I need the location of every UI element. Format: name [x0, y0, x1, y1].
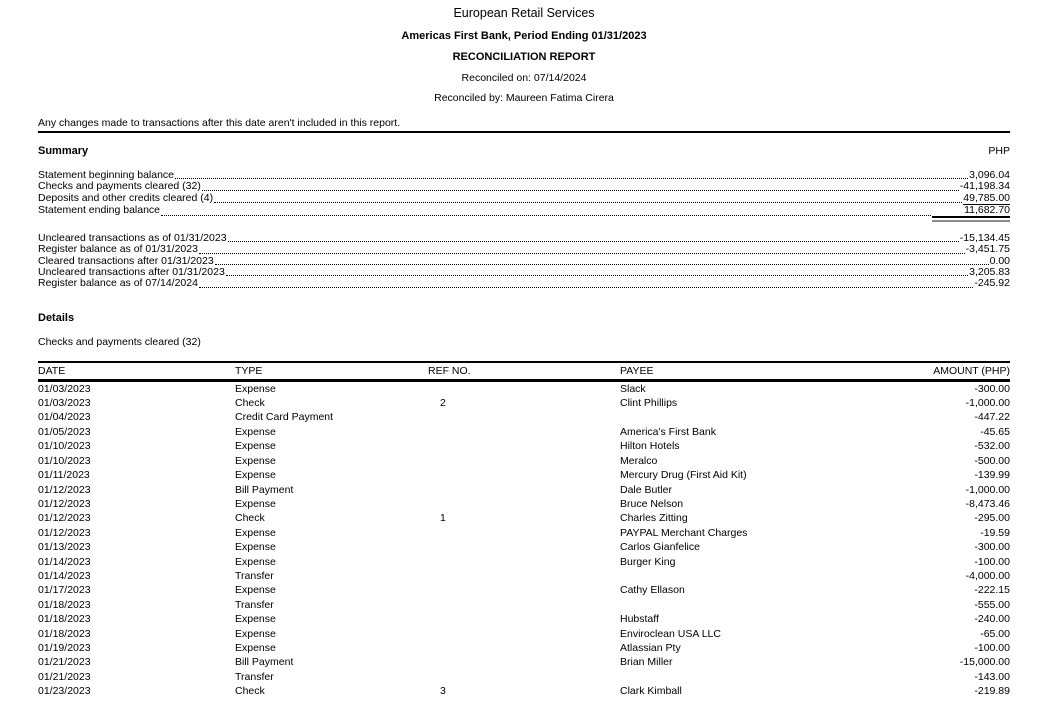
cell-ref — [428, 410, 620, 424]
cell-payee: Cathy Ellason — [620, 584, 685, 597]
cell-date: 01/14/2023 — [38, 555, 91, 568]
cell-amount: -19.59 — [980, 526, 1010, 539]
cell-payee: Carlos Gianfelice — [620, 541, 700, 554]
cell-ref — [428, 627, 620, 641]
cell-date: 01/03/2023 — [38, 382, 91, 395]
cell-date: 01/13/2023 — [38, 541, 91, 554]
cell-amount: -295.00 — [974, 512, 1010, 525]
cell-date: 01/04/2023 — [38, 411, 91, 424]
summary-group-2 — [38, 233, 1010, 289]
table-row — [38, 627, 1010, 641]
table-row — [38, 583, 1010, 597]
cell-amount: -100.00 — [974, 555, 1010, 568]
cell-date: 01/05/2023 — [38, 425, 91, 438]
cell-ref — [428, 670, 620, 684]
cell-ref — [428, 641, 620, 655]
cell-date: 01/18/2023 — [38, 598, 91, 611]
cell-payee: Meralco — [620, 454, 658, 467]
cell-date: 01/18/2023 — [38, 627, 91, 640]
table-row — [38, 439, 1010, 453]
cell-amount: -1,000.00 — [965, 397, 1010, 410]
cell-amount: -143.00 — [974, 670, 1010, 683]
cell-amount: -1,000.00 — [965, 483, 1010, 496]
table-row — [38, 511, 1010, 525]
summary-row-label: Uncleared transactions after 01/31/2023 — [38, 266, 225, 279]
cell-amount: -219.89 — [974, 685, 1010, 698]
cell-ref: 2 — [440, 397, 446, 410]
table-row — [38, 380, 1010, 396]
summary-header-row — [38, 145, 1010, 157]
cell-ref — [428, 468, 620, 482]
reconciled-on: Reconciled on: 07/14/2024 — [461, 72, 587, 84]
cell-date: 01/12/2023 — [38, 483, 91, 496]
summary-row — [38, 205, 1010, 218]
cell-type: Transfer — [235, 670, 274, 683]
dotted-leader — [175, 178, 968, 179]
reconciled-by: Reconciled by: Maureen Fatima Cirera — [434, 92, 614, 104]
cell-amount: -139.99 — [974, 469, 1010, 482]
cell-payee: Burger King — [620, 555, 676, 568]
table-row — [38, 410, 1010, 424]
cell-type: Transfer — [235, 569, 274, 582]
cell-date: 01/03/2023 — [38, 397, 91, 410]
cell-type: Expense — [235, 613, 276, 626]
cell-amount: -45.65 — [980, 425, 1010, 438]
table-row — [38, 468, 1010, 482]
cell-payee: Enviroclean USA LLC — [620, 627, 721, 640]
table-row — [38, 598, 1010, 612]
summary-row-amount: 49,785.00 — [963, 191, 1010, 204]
cell-payee: Bruce Nelson — [620, 497, 684, 510]
cell-date: 01/19/2023 — [38, 641, 91, 654]
cell-date: 01/21/2023 — [38, 656, 91, 669]
col-header-ref: REF NO. — [428, 364, 471, 377]
summary-row-label: Register balance as of 07/14/2024 — [38, 277, 198, 290]
details-title: Details — [38, 311, 75, 324]
cell-type: Expense — [235, 425, 276, 438]
details-table — [38, 361, 1010, 699]
summary-row-amount: 3,205.83 — [969, 266, 1010, 279]
cell-type: Check — [235, 685, 265, 698]
col-header-payee: PAYEE — [620, 364, 654, 377]
dotted-leader — [214, 202, 962, 203]
summary-row-amount: -15,134.45 — [959, 232, 1010, 245]
cell-type: Expense — [235, 627, 276, 640]
summary-row-label: Cleared transactions after 01/31/2023 — [38, 254, 214, 267]
cell-ref: 3 — [440, 685, 446, 698]
cell-amount: -532.00 — [974, 440, 1010, 453]
summary-row — [38, 278, 1010, 289]
cell-ref — [428, 583, 620, 597]
cell-payee: Clark Kimball — [620, 685, 682, 698]
cell-ref — [428, 555, 620, 569]
cell-type: Transfer — [235, 598, 274, 611]
summary-row — [38, 193, 1010, 205]
cell-type: Expense — [235, 440, 276, 453]
cell-type: Expense — [235, 555, 276, 568]
cell-type: Expense — [235, 641, 276, 654]
table-row — [38, 497, 1010, 511]
cell-ref — [428, 380, 620, 396]
summary-row — [38, 181, 1010, 192]
report-title: RECONCILIATION REPORT — [452, 51, 596, 63]
table-row — [38, 425, 1010, 439]
summary-row-label: Statement ending balance — [38, 203, 161, 216]
cell-amount: -240.00 — [974, 613, 1010, 626]
dotted-leader — [199, 253, 965, 254]
table-row — [38, 655, 1010, 669]
summary-row-label: Register balance as of 01/31/2023 — [38, 243, 198, 256]
table-row — [38, 483, 1010, 497]
cell-date: 01/10/2023 — [38, 454, 91, 467]
cell-ref — [428, 526, 620, 540]
summary-group-1 — [38, 170, 1010, 218]
col-header-amount: AMOUNT (PHP) — [933, 364, 1010, 377]
table-row — [38, 396, 1010, 410]
cell-date: 01/18/2023 — [38, 613, 91, 626]
cell-ref — [428, 497, 620, 511]
summary-row-label: Uncleared transactions as of 01/31/2023 — [38, 232, 227, 245]
cell-ref — [428, 454, 620, 468]
summary-currency: PHP — [988, 145, 1010, 157]
cell-payee: Slack — [620, 382, 646, 395]
cell-amount: -555.00 — [974, 598, 1010, 611]
cell-type: Bill Payment — [235, 656, 294, 669]
cell-payee: PAYPAL Merchant Charges — [620, 526, 748, 539]
dotted-leader — [202, 190, 959, 191]
table-row — [38, 540, 1010, 554]
summary-row-label: Checks and payments cleared (32) — [38, 180, 201, 193]
cell-date: 01/14/2023 — [38, 569, 91, 582]
col-header-type: TYPE — [235, 364, 263, 377]
table-row — [38, 670, 1010, 684]
table-row — [38, 526, 1010, 540]
dotted-leader — [226, 275, 968, 276]
notice-text: Any changes made to transactions after this date aren't included in this report. — [38, 117, 1010, 133]
cell-ref — [428, 483, 620, 497]
report-subtitle: Americas First Bank, Period Ending 01/31/2023 — [401, 30, 647, 42]
cell-type: Check — [235, 397, 265, 410]
cell-amount: -8,473.46 — [965, 497, 1010, 510]
cell-payee: Mercury Drug (First Aid Kit) — [620, 469, 747, 482]
cell-ref — [428, 612, 620, 626]
dotted-leader — [161, 215, 931, 216]
cell-ref — [428, 655, 620, 669]
cell-payee: Hubstaff — [620, 613, 659, 626]
dotted-leader — [199, 287, 973, 288]
summary-row-amount: -3,451.75 — [965, 243, 1010, 256]
col-header-date: DATE — [38, 364, 66, 377]
cell-type: Credit Card Payment — [235, 411, 334, 424]
cell-type: Expense — [235, 382, 276, 395]
table-row — [38, 641, 1010, 655]
cell-type: Expense — [235, 584, 276, 597]
cell-payee: America's First Bank — [620, 425, 716, 438]
cell-date: 01/12/2023 — [38, 512, 91, 525]
summary-row-amount: 0.00 — [989, 254, 1010, 267]
table-row — [38, 555, 1010, 569]
cell-date: 01/12/2023 — [38, 526, 91, 539]
company-name: European Retail Services — [453, 6, 595, 20]
cell-amount: -100.00 — [974, 641, 1010, 654]
cell-type: Expense — [235, 497, 276, 510]
summary-row-label: Statement beginning balance — [38, 169, 175, 181]
details-table-body — [38, 380, 1010, 698]
cell-payee: Hilton Hotels — [620, 440, 680, 453]
summary-row-amount: 11,682.70 — [932, 205, 1010, 218]
cell-payee — [620, 670, 860, 684]
cell-amount: -500.00 — [974, 454, 1010, 467]
dotted-leader — [215, 264, 989, 265]
cell-amount: -65.00 — [980, 627, 1010, 640]
cell-payee — [620, 410, 860, 424]
summary-row-amount: -245.92 — [974, 277, 1010, 290]
cell-date: 01/10/2023 — [38, 440, 91, 453]
cell-amount: -300.00 — [974, 541, 1010, 554]
dotted-leader — [228, 241, 959, 242]
cell-date: 01/11/2023 — [38, 469, 90, 482]
table-row — [38, 454, 1010, 468]
table-row — [38, 612, 1010, 626]
cell-payee — [620, 569, 860, 583]
cell-ref — [428, 540, 620, 554]
cell-payee: Dale Butler — [620, 483, 672, 496]
cell-date: 01/12/2023 — [38, 497, 91, 510]
cell-ref — [428, 439, 620, 453]
details-table-header-row — [38, 362, 1010, 381]
cell-amount: -4,000.00 — [965, 569, 1010, 582]
cell-amount: -15,000.00 — [959, 656, 1010, 669]
cell-type: Check — [235, 512, 265, 525]
table-row — [38, 684, 1010, 698]
cell-payee: Brian Miller — [620, 656, 673, 669]
details-section-title: Checks and payments cleared (32) — [38, 335, 201, 348]
cell-type: Expense — [235, 469, 276, 482]
cell-payee: Atlassian Pty — [620, 641, 681, 654]
cell-date: 01/17/2023 — [38, 584, 91, 597]
cell-ref — [428, 569, 620, 583]
cell-payee — [620, 598, 860, 612]
summary-title: Summary — [38, 145, 89, 157]
cell-type: Bill Payment — [235, 483, 294, 496]
cell-type: Expense — [235, 541, 276, 554]
cell-type: Expense — [235, 526, 276, 539]
report-header — [38, 6, 1010, 104]
table-row — [38, 569, 1010, 583]
cell-amount: -300.00 — [974, 382, 1010, 395]
cell-payee: Charles Zitting — [620, 512, 688, 525]
summary-row-label: Deposits and other credits cleared (4) — [38, 191, 214, 204]
cell-amount: -222.15 — [974, 584, 1010, 597]
cell-type: Expense — [235, 454, 276, 467]
cell-ref — [428, 425, 620, 439]
cell-date: 01/23/2023 — [38, 685, 91, 698]
cell-ref: 1 — [440, 512, 446, 525]
cell-date: 01/21/2023 — [38, 670, 91, 683]
cell-ref — [428, 598, 620, 612]
cell-payee: Clint Phillips — [620, 397, 678, 410]
summary-row-amount: -41,198.34 — [959, 180, 1010, 193]
summary-row-amount: 3,096.04 — [969, 169, 1010, 181]
cell-amount: -447.22 — [974, 411, 1010, 424]
